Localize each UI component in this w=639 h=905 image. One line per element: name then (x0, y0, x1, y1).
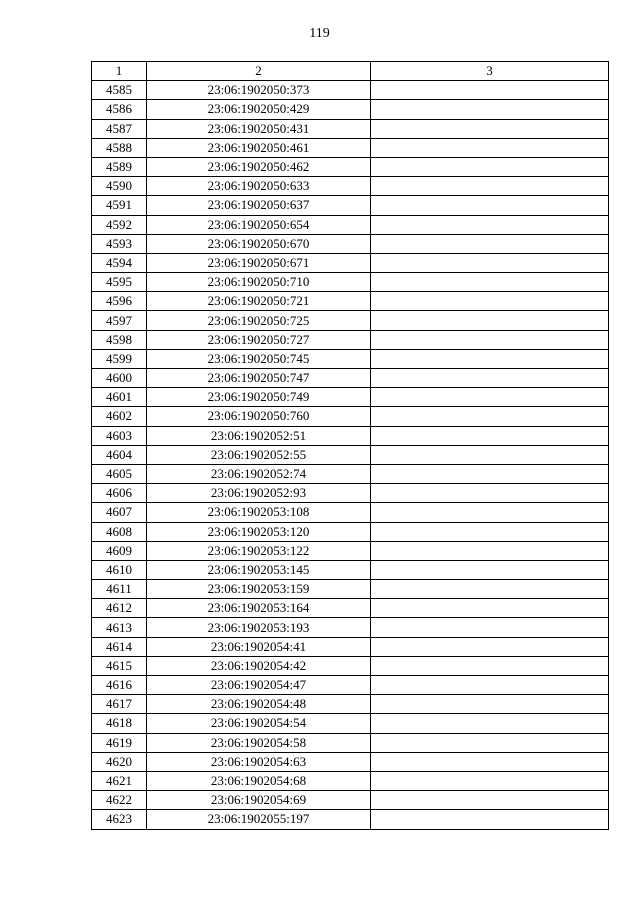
table-row (92, 484, 609, 503)
cadastral-number-cell: 23:06:1902054:69 (147, 791, 371, 810)
notes-cell (371, 752, 609, 771)
cadastral-number-cell: 23:06:1902050:654 (147, 215, 371, 234)
notes-cell (371, 714, 609, 733)
row-number-cell: 4617 (92, 695, 147, 714)
cadastral-number-cell: 23:06:1902053:145 (147, 560, 371, 579)
table-row (92, 810, 609, 829)
cadastral-number-cell: 23:06:1902054:54 (147, 714, 371, 733)
table-body (92, 81, 609, 829)
table-row (92, 580, 609, 599)
notes-cell (371, 695, 609, 714)
table-row (92, 369, 609, 388)
cadastral-number-cell: 23:06:1902053:164 (147, 599, 371, 618)
notes-cell (371, 138, 609, 157)
cadastral-number-cell: 23:06:1902052:51 (147, 426, 371, 445)
table-row (92, 388, 609, 407)
cadastral-number-cell: 23:06:1902050:461 (147, 138, 371, 157)
table-row (92, 426, 609, 445)
notes-cell (371, 560, 609, 579)
table-row (92, 292, 609, 311)
row-number-cell: 4622 (92, 791, 147, 810)
table-row (92, 599, 609, 618)
row-number-cell: 4610 (92, 560, 147, 579)
row-number-cell: 4607 (92, 503, 147, 522)
table-row (92, 81, 609, 100)
cadastral-number-cell: 23:06:1902054:47 (147, 676, 371, 695)
cadastral-number-cell: 23:06:1902052:74 (147, 464, 371, 483)
table-row (92, 100, 609, 119)
table-row (92, 119, 609, 138)
table-row (92, 503, 609, 522)
notes-cell (371, 599, 609, 618)
notes-cell (371, 388, 609, 407)
row-number-cell: 4591 (92, 196, 147, 215)
notes-cell (371, 503, 609, 522)
notes-cell (371, 791, 609, 810)
cadastral-number-cell: 23:06:1902050:710 (147, 273, 371, 292)
row-number-cell: 4623 (92, 810, 147, 829)
cadastral-number-cell: 23:06:1902050:747 (147, 369, 371, 388)
column-header-1: 1 (92, 62, 147, 81)
notes-cell (371, 100, 609, 119)
row-number-cell: 4608 (92, 522, 147, 541)
row-number-cell: 4601 (92, 388, 147, 407)
cadastral-number-cell: 23:06:1902050:671 (147, 253, 371, 272)
notes-cell (371, 177, 609, 196)
table-row (92, 637, 609, 656)
row-number-cell: 4590 (92, 177, 147, 196)
table-row (92, 695, 609, 714)
notes-cell (371, 157, 609, 176)
cadastral-number-cell: 23:06:1902050:431 (147, 119, 371, 138)
column-header-3: 3 (371, 62, 609, 81)
cadastral-number-cell: 23:06:1902052:55 (147, 445, 371, 464)
row-number-cell: 4597 (92, 311, 147, 330)
notes-cell (371, 464, 609, 483)
table-row (92, 560, 609, 579)
table-row (92, 791, 609, 810)
table-row (92, 407, 609, 426)
row-number-cell: 4615 (92, 656, 147, 675)
cadastral-number-cell: 23:06:1902054:63 (147, 752, 371, 771)
row-number-cell: 4604 (92, 445, 147, 464)
cadastral-number-cell: 23:06:1902054:41 (147, 637, 371, 656)
row-number-cell: 4587 (92, 119, 147, 138)
table-row (92, 234, 609, 253)
cadastral-number-cell: 23:06:1902053:159 (147, 580, 371, 599)
table-row (92, 771, 609, 790)
row-number-cell: 4592 (92, 215, 147, 234)
cadastral-number-cell: 23:06:1902054:58 (147, 733, 371, 752)
cadastral-number-cell: 23:06:1902050:749 (147, 388, 371, 407)
cadastral-number-cell: 23:06:1902050:725 (147, 311, 371, 330)
notes-cell (371, 810, 609, 829)
notes-cell (371, 484, 609, 503)
notes-cell (371, 196, 609, 215)
table-row (92, 445, 609, 464)
table-row (92, 138, 609, 157)
table-row (92, 676, 609, 695)
table-row (92, 215, 609, 234)
cadastral-number-cell: 23:06:1902050:429 (147, 100, 371, 119)
cadastral-number-cell: 23:06:1902052:93 (147, 484, 371, 503)
notes-cell (371, 253, 609, 272)
notes-cell (371, 273, 609, 292)
notes-cell (371, 426, 609, 445)
row-number-cell: 4614 (92, 637, 147, 656)
row-number-cell: 4589 (92, 157, 147, 176)
cadastral-number-cell: 23:06:1902054:42 (147, 656, 371, 675)
table-row (92, 464, 609, 483)
notes-cell (371, 234, 609, 253)
row-number-cell: 4613 (92, 618, 147, 637)
row-number-cell: 4603 (92, 426, 147, 445)
notes-cell (371, 618, 609, 637)
table-row (92, 733, 609, 752)
table-row (92, 541, 609, 560)
table-header (92, 62, 609, 81)
row-number-cell: 4616 (92, 676, 147, 695)
notes-cell (371, 292, 609, 311)
notes-cell (371, 580, 609, 599)
notes-cell (371, 445, 609, 464)
cadastral-number-cell: 23:06:1902050:637 (147, 196, 371, 215)
notes-cell (371, 215, 609, 234)
table-row (92, 311, 609, 330)
row-number-cell: 4596 (92, 292, 147, 311)
row-number-cell: 4611 (92, 580, 147, 599)
cadastral-number-cell: 23:06:1902054:48 (147, 695, 371, 714)
row-number-cell: 4612 (92, 599, 147, 618)
row-number-cell: 4586 (92, 100, 147, 119)
notes-cell (371, 676, 609, 695)
registry-table (91, 61, 609, 830)
notes-cell (371, 771, 609, 790)
cadastral-number-cell: 23:06:1902053:193 (147, 618, 371, 637)
table-row (92, 177, 609, 196)
cadastral-number-cell: 23:06:1902050:462 (147, 157, 371, 176)
notes-cell (371, 541, 609, 560)
notes-cell (371, 330, 609, 349)
notes-cell (371, 81, 609, 100)
row-number-cell: 4594 (92, 253, 147, 272)
notes-cell (371, 407, 609, 426)
table-row (92, 157, 609, 176)
row-number-cell: 4618 (92, 714, 147, 733)
row-number-cell: 4598 (92, 330, 147, 349)
table-row (92, 330, 609, 349)
cadastral-number-cell: 23:06:1902053:120 (147, 522, 371, 541)
notes-cell (371, 637, 609, 656)
page-number: 119 (309, 26, 330, 41)
table-row (92, 349, 609, 368)
cadastral-number-cell: 23:06:1902050:760 (147, 407, 371, 426)
cadastral-number-cell: 23:06:1902050:633 (147, 177, 371, 196)
table-row (92, 273, 609, 292)
row-number-cell: 4605 (92, 464, 147, 483)
cadastral-number-cell: 23:06:1902053:108 (147, 503, 371, 522)
table-row (92, 618, 609, 637)
table-row (92, 714, 609, 733)
row-number-cell: 4599 (92, 349, 147, 368)
cadastral-number-cell: 23:06:1902050:373 (147, 81, 371, 100)
cadastral-number-cell: 23:06:1902053:122 (147, 541, 371, 560)
table-row (92, 253, 609, 272)
cadastral-number-cell: 23:06:1902050:721 (147, 292, 371, 311)
notes-cell (371, 522, 609, 541)
cadastral-number-cell: 23:06:1902050:727 (147, 330, 371, 349)
row-number-cell: 4609 (92, 541, 147, 560)
cadastral-number-cell: 23:06:1902055:197 (147, 810, 371, 829)
row-number-cell: 4588 (92, 138, 147, 157)
notes-cell (371, 656, 609, 675)
notes-cell (371, 119, 609, 138)
cadastral-number-cell: 23:06:1902054:68 (147, 771, 371, 790)
row-number-cell: 4593 (92, 234, 147, 253)
table-row (92, 752, 609, 771)
row-number-cell: 4600 (92, 369, 147, 388)
header-row (92, 62, 609, 81)
row-number-cell: 4606 (92, 484, 147, 503)
notes-cell (371, 733, 609, 752)
table-row (92, 522, 609, 541)
row-number-cell: 4620 (92, 752, 147, 771)
notes-cell (371, 311, 609, 330)
row-number-cell: 4602 (92, 407, 147, 426)
row-number-cell: 4621 (92, 771, 147, 790)
table-row (92, 196, 609, 215)
row-number-cell: 4619 (92, 733, 147, 752)
row-number-cell: 4585 (92, 81, 147, 100)
table-row (92, 656, 609, 675)
row-number-cell: 4595 (92, 273, 147, 292)
cadastral-number-cell: 23:06:1902050:670 (147, 234, 371, 253)
column-header-2: 2 (147, 62, 371, 81)
notes-cell (371, 349, 609, 368)
cadastral-number-cell: 23:06:1902050:745 (147, 349, 371, 368)
notes-cell (371, 369, 609, 388)
